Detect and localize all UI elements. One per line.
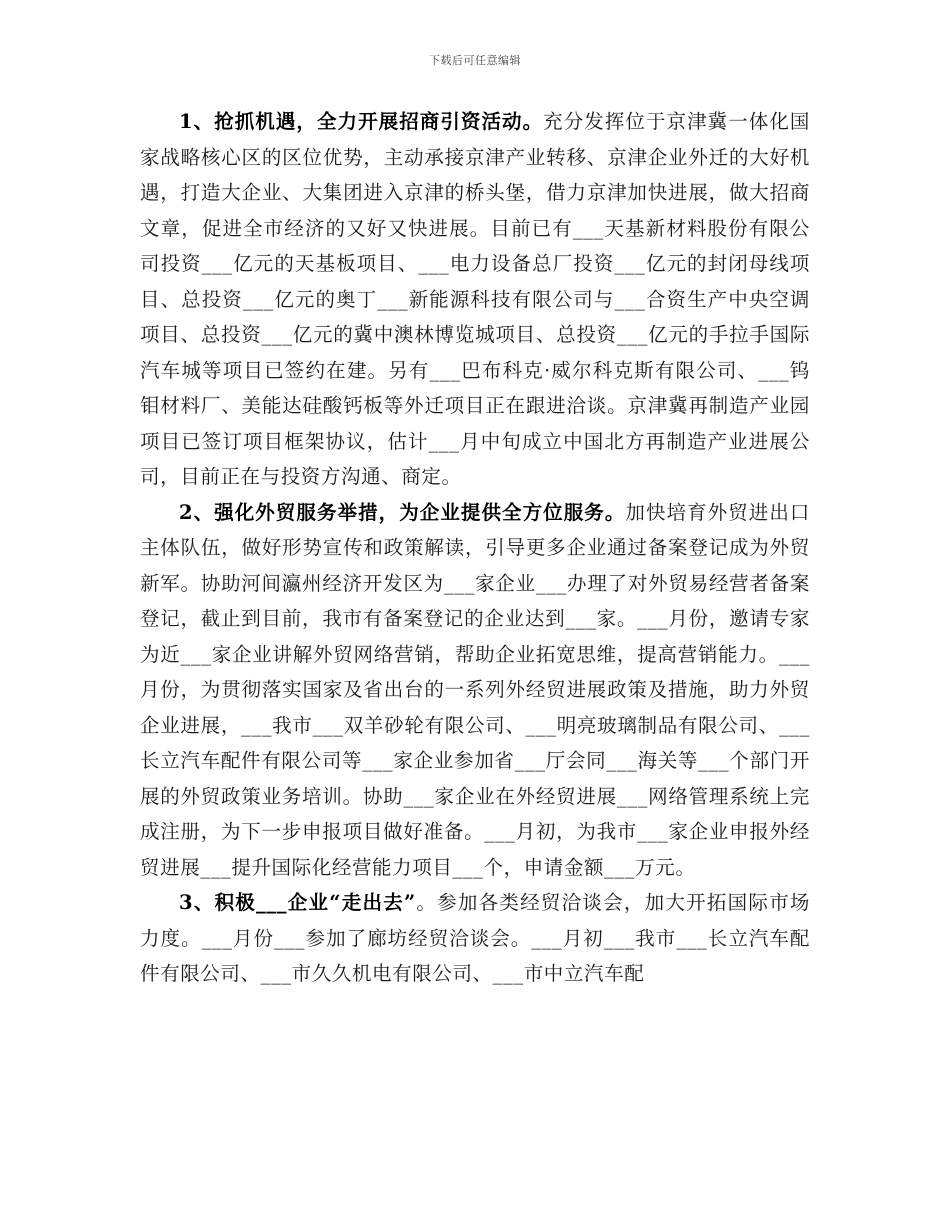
paragraph-3-body: 。参加各类经贸洽谈会，加大开拓国际市场力度。___月份___参加了廊坊经贸洽谈会。___月初___我市___长立汽车配件有限公司、___市久久机电有限公司、___市中立汽车配 xyxy=(140,891,810,985)
paragraph-1-heading: 1、抢抓机遇，全力开展招商引资活动。 xyxy=(179,110,544,133)
document-body xyxy=(140,104,810,992)
paragraph-2-heading: 2、强化外贸服务举措，为企业提供全方位服务。 xyxy=(179,500,626,524)
paragraph-2-body: 加快培育外贸进出口主体队伍，做好形势宣传和政策解读，引导更多企业通过备案登记成为外贸新军。协助河间瀛州经济开发区为___家企业___办理了对外贸易经营者备案登记，截止到目前，我市有备案登记的企业达到___家。___月份，邀请专家为近___家企业讲解外贸网络营销，帮助企业拓宽思维，提高营销能力。___月份，为贯彻落实国家及省出台的一系列外经贸进展政策及措施，助力外贸企业进展，___我市___双羊砂轮有限公司、___明亮玻璃制品有限公司、___长立汽车配件有限公司等___家企业参加省___厅会同___海关等___个部门开展的外贸政策业务培训。协助___家企业在外经贸进展___网络管理系统上完成注册，为下一步申报项目做好准备。___月初，为我市___家企业申报外经贸进展___提升国际化经营能力项目___个，申请金额___万元。 xyxy=(140,500,810,879)
paragraph-3-heading: 3、积极___企业“走出去” xyxy=(179,891,416,914)
paragraph-2 xyxy=(140,495,810,886)
page-header: 下载后可任意编辑 xyxy=(429,54,521,67)
paragraph-1 xyxy=(140,104,810,495)
paragraph-3 xyxy=(140,885,810,992)
paragraph-1-body: 充分发挥位于京津冀一体化国家战略核心区的区位优势，主动承接京津产业转移、京津企业外迁的大好机遇，打造大企业、大集团进入京津的桥头堡，借力京津加快进展，做大招商文章，促进全市经济的又好又快进展。目前已有___天基新材料股份有限公司投资___亿元的天基板项目、___电力设备总厂投资___亿元的封闭母线项目、总投资___亿元的奥丁___新能源科技有限公司与___合资生产中央空调项目、总投资___亿元的冀中澳林博览城项目、总投资___亿元的手拉手国际汽车城等项目已签约在建。另有___巴布科克·威尔科克斯有限公司、___钨钼材料厂、美能达硅酸钙板等外迁项目正在跟进洽谈。京津冀再制造产业园项目已签订项目框架协议，估计___月中旬成立中国北方再制造产业进展公司，目前正在与投资方沟通、商定。 xyxy=(140,110,810,488)
